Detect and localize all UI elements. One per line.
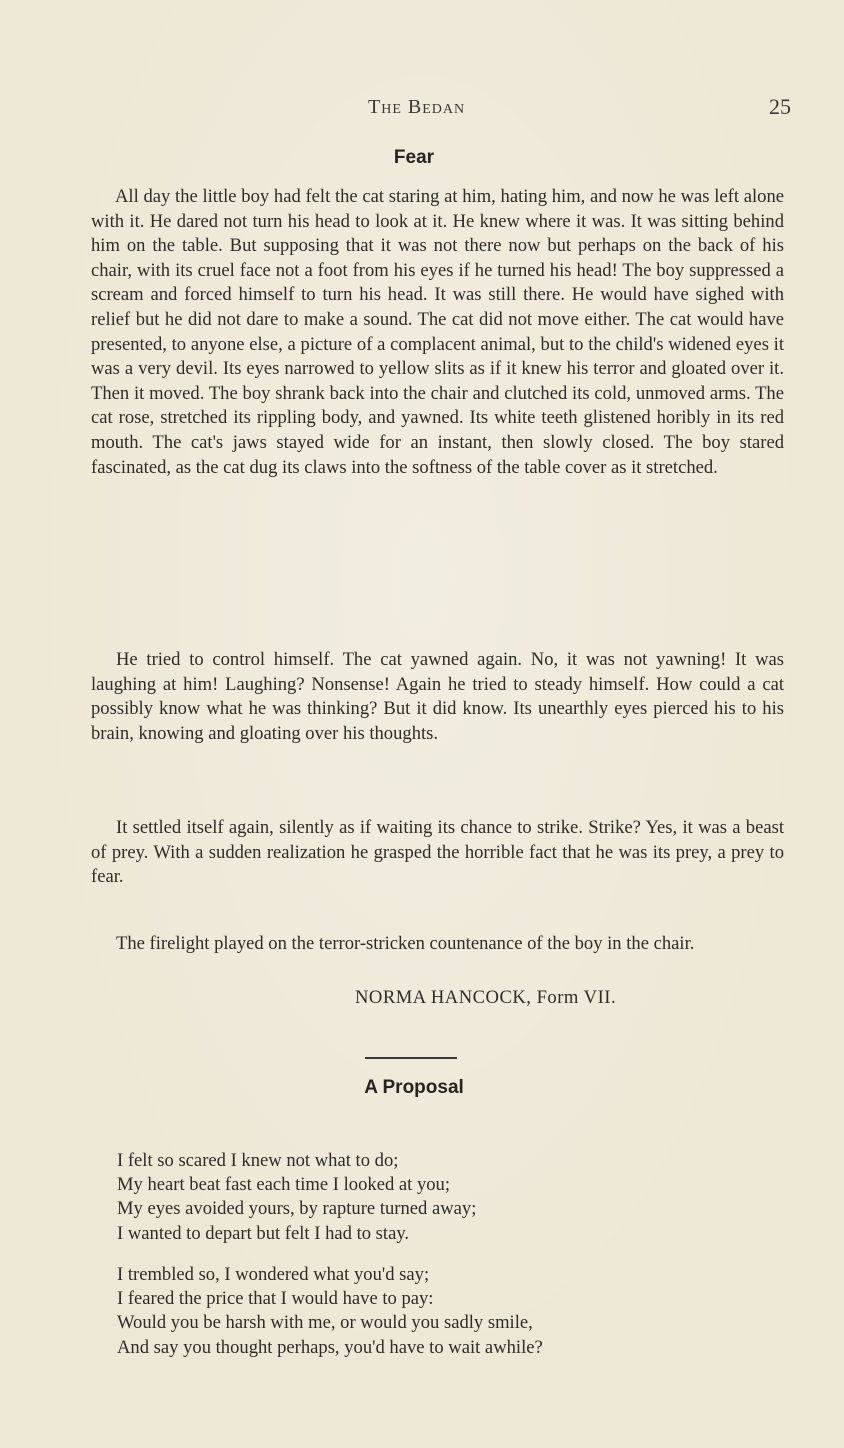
story-paragraph-2: He tried to control himself. The cat yawned again. No, it was not yawning! It was laughing at him! Laughing? Nonsense! Again he tried to steady himself. How could a cat possibly know what he was thinking? But it did know. Its unearthly eyes pierced his to his brain, knowing and gloating over his thoughts. bbox=[91, 649, 784, 744]
poem-stanza-2 bbox=[117, 1263, 543, 1360]
running-header bbox=[0, 96, 844, 124]
poem-title: A Proposal bbox=[364, 1077, 464, 1098]
poem-line: I felt so scared I knew not what to do; bbox=[117, 1150, 399, 1171]
poem-line: My eyes avoided yours, by rapture turned away; bbox=[117, 1198, 477, 1220]
poem-line: I wanted to depart but felt I had to stay. bbox=[117, 1222, 410, 1244]
poem-line: And say you thought perhaps, you'd have to wait awhile? bbox=[117, 1336, 543, 1358]
story-paragraph-4: The firelight played on the terror-stricken countenance of the boy in the chair. bbox=[116, 933, 695, 954]
story-title: Fear bbox=[393, 147, 435, 168]
poem-line: I feared the price that I would have to pay: bbox=[117, 1288, 434, 1310]
story-paragraph-1: All day the little boy had felt the cat staring at him, hating him, and now he was left alone with it. He dared not turn his head to look at it. He knew where it was. It was sitting behind him on the table. But supposing that it was not there now but perhaps on the back of his chair, with its cruel face not a foot from his eyes if he turned his head! The boy suppressed a scream and forced himself to turn his head. It was still there. He would have sighed with relief but he did not dare to make a sound. The cat did not move either. The cat would have presented, to anyone else, a picture of a complacent animal, but to the child's widened eyes it was a very devil. Its eyes narrowed to yellow slits as if it knew his terror and gloated over it. Then it moved. The boy shrank back into the chair and clutched its cold, unmoved arms. The cat rose, stretched its rippling body, and yawned. Its white teeth glistened horibly in its red mouth. The cat's jaws stayed wide for an instant, then slowly closed. The boy stared fascinated, as the cat dug its claws into the softness of the table cover as it stretched. bbox=[91, 186, 784, 478]
poem-stanza-1 bbox=[117, 1149, 476, 1246]
page-number: 25 bbox=[769, 94, 791, 119]
journal-title: The Bedan bbox=[368, 96, 466, 118]
poem-line: I trembled so, I wondered what you'd say; bbox=[117, 1264, 430, 1285]
section-divider bbox=[365, 1057, 457, 1059]
story-paragraph-3: It settled itself again, silently as if waiting its chance to strike. Strike? Yes, it was a beast of prey. With a sudden realization he grasped the horrible fact that he was its prey, a prey to fear. bbox=[91, 817, 784, 888]
poem-line: My heart beat fast each time I looked at you; bbox=[117, 1174, 451, 1196]
author-signature: NORMA HANCOCK, Form VII. bbox=[355, 987, 617, 1008]
poem-line: Would you be harsh with me, or would you sadly smile, bbox=[117, 1312, 533, 1334]
